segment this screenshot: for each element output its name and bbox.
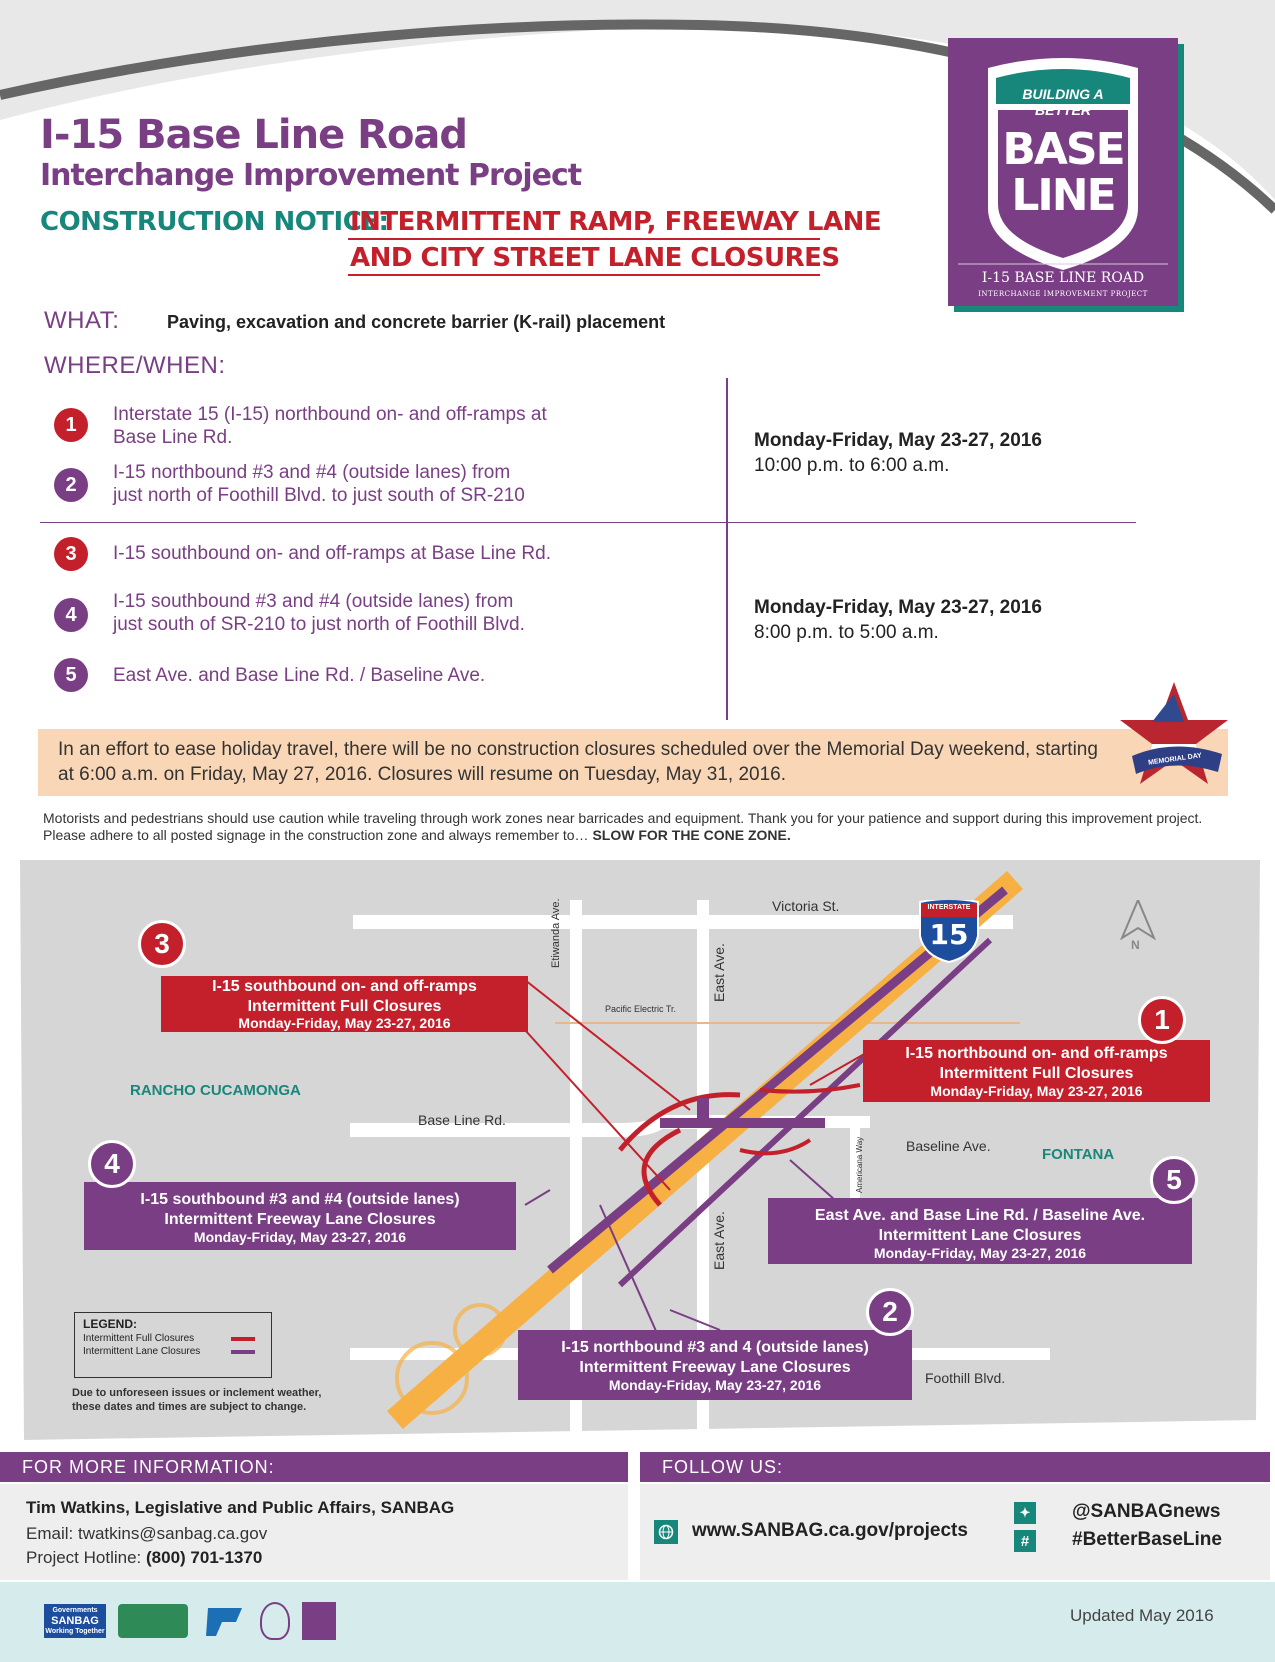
page-subtitle: Interchange Improvement Project	[40, 158, 582, 193]
street-east-ave-south: East Ave.	[711, 1211, 727, 1270]
street-foothill: Foothill Blvd.	[925, 1370, 1006, 1386]
schedule-dates: Monday-Friday, May 23-27, 2016	[754, 597, 1042, 618]
location-text: just south of SR-210 to just north of Foothill Blvd.	[113, 614, 525, 635]
callout-line3: Monday-Friday, May 23-27, 2016	[930, 1083, 1143, 1099]
logo-caption1: I-15 BASE LINE ROAD	[981, 270, 1145, 286]
what-text: Paving, excavation and concrete barrier (K-rail) placement	[167, 312, 666, 332]
location-number-badge: 4	[54, 598, 88, 632]
page-title: I-15 Base Line Road	[40, 112, 468, 158]
measure-i-logo	[118, 1604, 188, 1638]
callout-line1: I-15 northbound #3 and 4 (outside lanes)	[561, 1339, 869, 1356]
notice-text-line1: INTERMITTENT RAMP, FREEWAY LANE	[350, 207, 882, 237]
callout-line2: Intermittent Full Closures	[939, 1065, 1134, 1082]
base-line-logo	[948, 38, 1184, 312]
contact-name: Tim Watkins, Legislative and Public Affairs, SANBAG	[26, 1498, 455, 1517]
callout-line2: Intermittent Freeway Lane Closures	[164, 1211, 436, 1228]
schedule-times: 8:00 p.m. to 5:00 a.m.	[754, 622, 939, 643]
follow-header-text: FOLLOW US:	[662, 1456, 784, 1477]
table-horizontal-divider	[40, 522, 1136, 523]
rancho-cucamonga-logo	[260, 1602, 290, 1640]
logo-caption2: INTERCHANGE IMPROVEMENT PROJECT	[978, 290, 1148, 298]
callout-line3: Monday-Friday, May 23-27, 2016	[873, 1245, 1087, 1261]
location-text: Base Line Rd.	[113, 427, 233, 448]
city-fontana: FONTANA	[1042, 1146, 1115, 1163]
follow-box	[640, 1484, 1270, 1580]
street-americana: Americana Way	[855, 1136, 864, 1193]
partner-logo-band	[0, 1582, 1275, 1662]
schedule-times: 10:00 p.m. to 6:00 a.m.	[754, 455, 950, 476]
hotline-label: Project Hotline:	[26, 1548, 142, 1567]
callout-3	[161, 976, 528, 1032]
location-number-badge: 5	[54, 658, 88, 692]
location-number-badge: 1	[54, 408, 88, 442]
street-etiwanda: Etiwanda Ave.	[550, 898, 562, 968]
follow-header	[640, 1452, 1270, 1482]
hashtag-icon: #	[1014, 1530, 1036, 1552]
callout-line1: I-15 northbound on- and off-ramps	[905, 1045, 1168, 1062]
location-text: I-15 southbound on- and off-ramps at Base Line Rd.	[113, 543, 551, 564]
callout-badge-5: 5	[1150, 1156, 1198, 1204]
caution-body: Motorists and pedestrians should use caution while traveling through work zones near barricades and equipment. Thank you for your patience and support during this improvement project. Please adhere to all posted signage in the construction zone and always remember to…	[43, 810, 1203, 843]
star-flag-icon	[1118, 680, 1230, 788]
map-disclaimer	[72, 1386, 321, 1414]
callout-line1: I-15 southbound #3 and #4 (outside lanes)	[140, 1191, 460, 1208]
location-text: I-15 southbound #3 and #4 (outside lanes) from	[113, 591, 514, 612]
twitter-icon: ✦	[1014, 1502, 1036, 1524]
callout-badge-3: 3	[138, 920, 186, 968]
what-label: WHAT:	[44, 307, 120, 334]
location-text: East Ave. and Base Line Rd. / Baseline Ave.	[113, 665, 486, 686]
project-map	[20, 860, 1260, 1440]
disclaimer-line2: these dates and times are subject to change.	[72, 1401, 307, 1413]
info-header	[0, 1452, 628, 1482]
city-rancho-cucamonga: RANCHO CUCAMONGA	[130, 1082, 301, 1099]
updated-date: Updated May 2016	[1070, 1606, 1214, 1625]
logo-line2: LINE	[1011, 170, 1115, 221]
where-when-label: WHERE/WHEN:	[44, 352, 226, 379]
schedule-block	[754, 597, 1042, 644]
schedule-dates: Monday-Friday, May 23-27, 2016	[754, 430, 1042, 451]
memorial-day-text: MEMORIAL DAY	[1147, 752, 1203, 767]
notice-label: CONSTRUCTION NOTICE:	[40, 207, 389, 237]
disclaimer-line1: Due to unforeseen issues or inclement weather,	[72, 1387, 322, 1399]
caution-emphasis: SLOW FOR THE CONE ZONE.	[592, 827, 791, 843]
street-east-ave-north: East Ave.	[711, 943, 727, 1002]
street-base-line: Base Line Rd.	[418, 1112, 506, 1128]
location-text: Interstate 15 (I-15) northbound on- and off-ramps at	[113, 404, 547, 425]
logo-line1: BASE	[1002, 124, 1124, 175]
callout-5	[768, 1198, 1192, 1264]
legend-title: LEGEND:	[83, 1317, 137, 1331]
website-link[interactable]: www.SANBAG.ca.gov/projects	[692, 1520, 968, 1541]
twitter-handle-link[interactable]: @SANBAGnews	[1072, 1501, 1221, 1522]
callout-line2: Intermittent Lane Closures	[878, 1227, 1082, 1244]
street-baseline-ave: Baseline Ave.	[906, 1138, 991, 1154]
hashtag-link[interactable]: #BetterBaseLine	[1072, 1529, 1222, 1550]
callout-line1: I-15 southbound on- and off-ramps	[212, 978, 477, 995]
street-victoria: Victoria St.	[772, 898, 840, 914]
callout-4	[84, 1182, 516, 1250]
location-number-badge: 3	[54, 537, 88, 571]
sanbag-logo	[44, 1604, 106, 1638]
callout-line3: Monday-Friday, May 23-27, 2016	[238, 1015, 451, 1031]
callout-badge-2: 2	[866, 1288, 914, 1336]
sanbag-logo-line1: Governments	[52, 1607, 98, 1614]
callout-2	[518, 1330, 912, 1400]
street-pacific-electric: Pacific Electric Tr.	[605, 1004, 677, 1014]
notice-text-line2: AND CITY STREET LANE CLOSURES	[350, 243, 840, 273]
location-text: I-15 northbound #3 and #4 (outside lanes) from	[113, 462, 511, 483]
table-vertical-divider	[726, 378, 728, 720]
sanbag-logo-line3: Working Together	[45, 1628, 105, 1635]
location-number-badge: 2	[54, 468, 88, 502]
legend-full-swatch	[231, 1337, 255, 1341]
base-line-small-logo	[302, 1602, 336, 1640]
memorial-day-badge	[1118, 680, 1230, 788]
sanbag-logo-line2: SANBAG	[51, 1615, 99, 1627]
legend-full-label: Intermittent Full Closures	[83, 1333, 195, 1344]
callout-badge-4: 4	[88, 1140, 136, 1188]
globe-icon	[654, 1520, 678, 1544]
email-label: Email:	[26, 1524, 74, 1543]
holiday-notice-text: In an effort to ease holiday travel, there will be no construction closures scheduled over the Memorial Day weekend, starting at 6:00 a.m. on Friday, May 27, 2016. Closures will resume on Tuesday, May 31, 2016.	[58, 739, 1098, 785]
location-text: just north of Foothill Blvd. to just south of SR-210	[113, 485, 525, 506]
info-box	[0, 1484, 628, 1580]
callout-line3: Monday-Friday, May 23-27, 2016	[193, 1229, 407, 1245]
map-legend	[74, 1312, 272, 1378]
callout-line3: Monday-Friday, May 23-27, 2016	[608, 1377, 822, 1393]
callout-line2: Intermittent Full Closures	[247, 998, 442, 1015]
notice-underline	[348, 238, 820, 240]
legend-lane-label: Intermittent Lane Closures	[83, 1346, 201, 1357]
callout-badge-1: 1	[1138, 996, 1186, 1044]
callout-1	[863, 1040, 1210, 1102]
north-arrow-icon	[1118, 900, 1158, 950]
north-label: N	[1131, 938, 1140, 952]
legend-lane-swatch	[231, 1350, 255, 1354]
hotline-number[interactable]: (800) 701-1370	[146, 1548, 263, 1567]
logo-top-text: BUILDING A BETTER	[1022, 86, 1104, 118]
notice-underline	[348, 274, 820, 276]
info-header-text: FOR MORE INFORMATION:	[22, 1456, 275, 1477]
interstate-15-shield-icon	[918, 900, 980, 964]
shield-number: 15	[929, 918, 969, 951]
callout-line2: Intermittent Freeway Lane Closures	[579, 1359, 851, 1376]
callout-line1: East Ave. and Base Line Rd. / Baseline Ave.	[814, 1207, 1146, 1224]
email-link[interactable]: twatkins@sanbag.ca.gov	[77, 1524, 268, 1543]
caution-text	[43, 810, 1223, 844]
schedule-block	[754, 430, 1042, 477]
shield-top-text: INTERSTATE	[927, 904, 971, 911]
caltrans-logo	[202, 1602, 248, 1640]
